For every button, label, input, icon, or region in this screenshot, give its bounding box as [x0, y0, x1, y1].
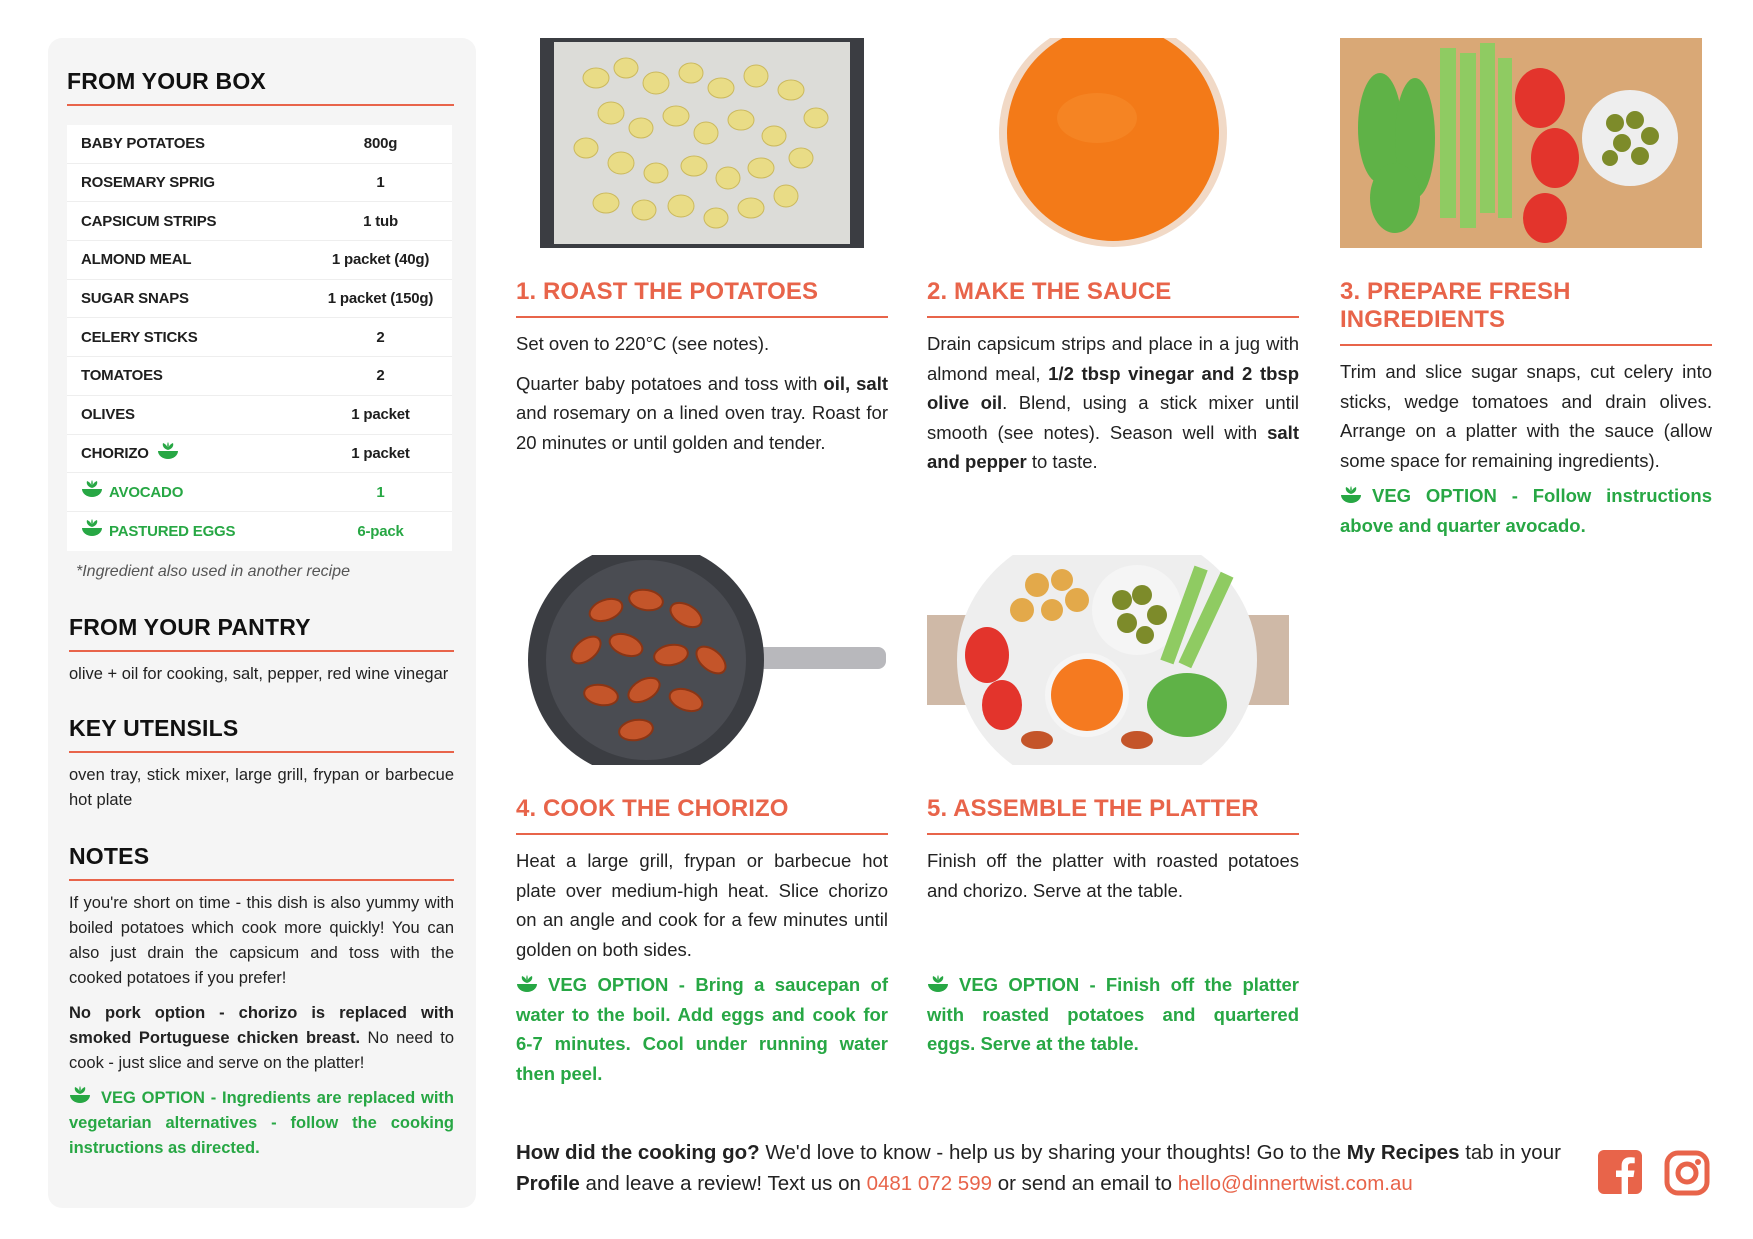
utensils-text: oven tray, stick mixer, large grill, frypan or barbecue hot plate: [69, 765, 454, 809]
ingredient-qty: 1 packet: [351, 406, 410, 424]
step-1-text-a: Quarter baby potatoes and toss with: [516, 372, 824, 394]
fresh-ingredients-photo: [1340, 38, 1712, 248]
ingredient-name: CAPSICUM STRIPS: [81, 212, 217, 230]
footer-text: tab in your: [1459, 1141, 1561, 1164]
ingredient-qty: 1 packet: [351, 444, 410, 462]
step-2-text-c: . Blend, using a stick mixer until smooth (see notes). Season well with: [927, 392, 1299, 443]
step-5-paragraph: Finish off the platter with roasted potatoes and chorizo. Serve at the table.: [927, 850, 1299, 901]
table-row: [67, 241, 452, 280]
facebook-icon[interactable]: [1598, 1150, 1642, 1194]
ingredient-name: CHORIZO: [81, 444, 149, 462]
step-5-veg-text: VEG OPTION - Finish off the platter with roasted potatoes and quartered eggs. Serve at the table.: [927, 974, 1299, 1054]
table-row: [67, 435, 452, 474]
ingredient-table: [67, 125, 452, 551]
ingredient-qty: 2: [376, 328, 385, 346]
step-2-title: 2. MAKE THE SAUCE: [927, 278, 1299, 318]
email-link[interactable]: hello@dinnertwist.com.au: [1177, 1172, 1413, 1195]
footer-text: We'd love to know - help us by sharing your thoughts! Go to the: [759, 1141, 1347, 1164]
phone-link[interactable]: 0481 072 599: [866, 1172, 992, 1195]
ingredient-name: CELERY STICKS: [81, 328, 198, 346]
from-your-pantry-heading: FROM YOUR PANTRY: [69, 614, 454, 652]
step-3: [1340, 38, 1712, 540]
ingredient-name: ROSEMARY SPRIG: [81, 174, 215, 192]
step-2-text-a: Drain capsicum strips and place in a jug with almond meal,: [927, 333, 1299, 384]
feedback-footer: [516, 1137, 1576, 1199]
step-5-veg-option: [927, 970, 1299, 1059]
leaf-icon: [157, 442, 179, 460]
roast-potatoes-photo: [516, 38, 888, 248]
step-2-bold-2: salt and pepper: [927, 421, 1299, 472]
notes-heading: NOTES: [69, 843, 454, 881]
key-utensils-heading: KEY UTENSILS: [69, 715, 454, 753]
step-3-veg-text: VEG OPTION - Follow instructions above and quarter avocado.: [1340, 485, 1712, 536]
table-row: [67, 202, 452, 241]
ingredient-name-cell: [67, 523, 317, 540]
leaf-icon: [516, 975, 538, 993]
step-4-veg-option: [516, 970, 888, 1088]
table-row: [67, 125, 452, 164]
ingredient-qty: 800g: [363, 135, 398, 153]
ingredient-name: PASTURED EGGS: [109, 522, 236, 540]
table-row: [67, 512, 452, 551]
table-row: [67, 318, 452, 357]
ingredient-qty: 2: [376, 367, 385, 385]
step-5-title: 5. ASSEMBLE THE PLATTER: [927, 795, 1299, 835]
table-row: [67, 473, 452, 512]
pantry-text: olive + oil for cooking, salt, pepper, red wine vinegar: [69, 664, 449, 683]
footer-question: How did the cooking go?: [516, 1141, 760, 1164]
from-your-box-heading: FROM YOUR BOX: [67, 68, 454, 106]
sauce-photo: [927, 38, 1299, 248]
notes-veg-text: VEG OPTION - Ingredients are replaced with vegetarian alternatives - follow the cooking instructions as directed.: [69, 1088, 454, 1157]
ingredient-qty: 1: [376, 174, 385, 192]
footer-text: and leave a review! Text us on: [579, 1172, 867, 1195]
profile-link[interactable]: Profile: [516, 1172, 580, 1195]
ingredient-name: ALMOND MEAL: [81, 251, 192, 269]
ingredient-name: OLIVES: [81, 406, 135, 424]
step-4-title: 4. COOK THE CHORIZO: [516, 795, 888, 835]
step-4-veg-text: VEG OPTION - Bring a saucepan of water to the boil. Add eggs and cook for 6-7 minutes. Cool under running water then peel.: [516, 974, 888, 1084]
step-1: [516, 38, 888, 457]
step-3-veg-option: [1340, 481, 1712, 540]
my-recipes-link[interactable]: My Recipes: [1346, 1141, 1460, 1164]
step-4-paragraph: Heat a large grill, frypan or barbecue hot plate over medium-high heat. Slice chorizo on an angle and cook for a few minutes until golden on both sides.: [516, 850, 888, 960]
ingredient-qty: 1 packet (40g): [331, 251, 430, 269]
leaf-icon: [81, 519, 103, 537]
step-2-text-e: to taste.: [1026, 451, 1098, 472]
ingredient-name: BABY POTATOES: [81, 135, 205, 153]
footnote: *Ingredient also used in another recipe: [76, 562, 350, 580]
table-row: [67, 164, 452, 203]
notes-pork-paragraph: [69, 1001, 454, 1076]
step-1-bold: oil, salt: [823, 372, 888, 394]
step-1-text-c: and rosemary on a lined oven tray. Roast for 20 minutes or until golden and tender.: [516, 402, 888, 453]
notes-veg-option: [69, 1086, 454, 1161]
table-row: [67, 357, 452, 396]
ingredient-name-cell: [67, 445, 317, 462]
ingredient-name: SUGAR SNAPS: [81, 290, 189, 308]
ingredient-qty: 1 packet (150g): [327, 290, 434, 308]
step-2-bold-1: 1/2 tbsp vinegar and 2 tbsp olive oil: [927, 362, 1299, 413]
step-1-title: 1. ROAST THE POTATOES: [516, 278, 888, 318]
table-row: [67, 280, 452, 319]
leaf-icon: [81, 480, 103, 498]
step-2: [927, 38, 1299, 477]
ingredient-name: AVOCADO: [109, 483, 184, 501]
leaf-icon: [927, 975, 949, 993]
instagram-icon[interactable]: [1664, 1150, 1710, 1196]
ingredient-qty: 6-pack: [357, 522, 404, 540]
notes-pork-rest: No need to cook - just slice and serve on the platter!: [69, 1028, 454, 1072]
ingredient-name-cell: [67, 484, 317, 501]
leaf-icon: [1340, 486, 1362, 504]
notes-paragraph: If you're short on time - this dish is also yummy with boiled potatoes which cook more quickly! You can also just drain the capsicum and toss with the cooked potatoes if you prefer!: [69, 893, 454, 987]
leaf-icon: [69, 1086, 91, 1104]
step-1-paragraph-1: Set oven to 220°C (see notes).: [516, 333, 770, 354]
step-5: [927, 555, 1299, 1059]
step-4: [516, 555, 888, 1088]
step-3-title: 3. PREPARE FRESH INGREDIENTS: [1340, 278, 1712, 346]
platter-photo: [927, 555, 1299, 765]
step-2-paragraph: [927, 329, 1299, 477]
ingredient-qty: 1: [376, 483, 385, 501]
chorizo-photo: [516, 555, 888, 765]
step-1-paragraph-2: [516, 369, 888, 458]
footer-text: or send an email to: [992, 1172, 1178, 1195]
ingredient-name: TOMATOES: [81, 367, 163, 385]
ingredients-sidebar: [48, 38, 476, 1208]
notes-pork-bold: No pork option - chorizo is replaced with smoked Portuguese chicken breast.: [69, 1003, 454, 1047]
table-row: [67, 396, 452, 435]
step-3-paragraph: Trim and slice sugar snaps, cut celery into sticks, wedge tomatoes and drain olives. Arrange on a platter with the sauce (allow some space for remaining ingredients).: [1340, 361, 1712, 471]
ingredient-qty: 1 tub: [363, 212, 398, 230]
